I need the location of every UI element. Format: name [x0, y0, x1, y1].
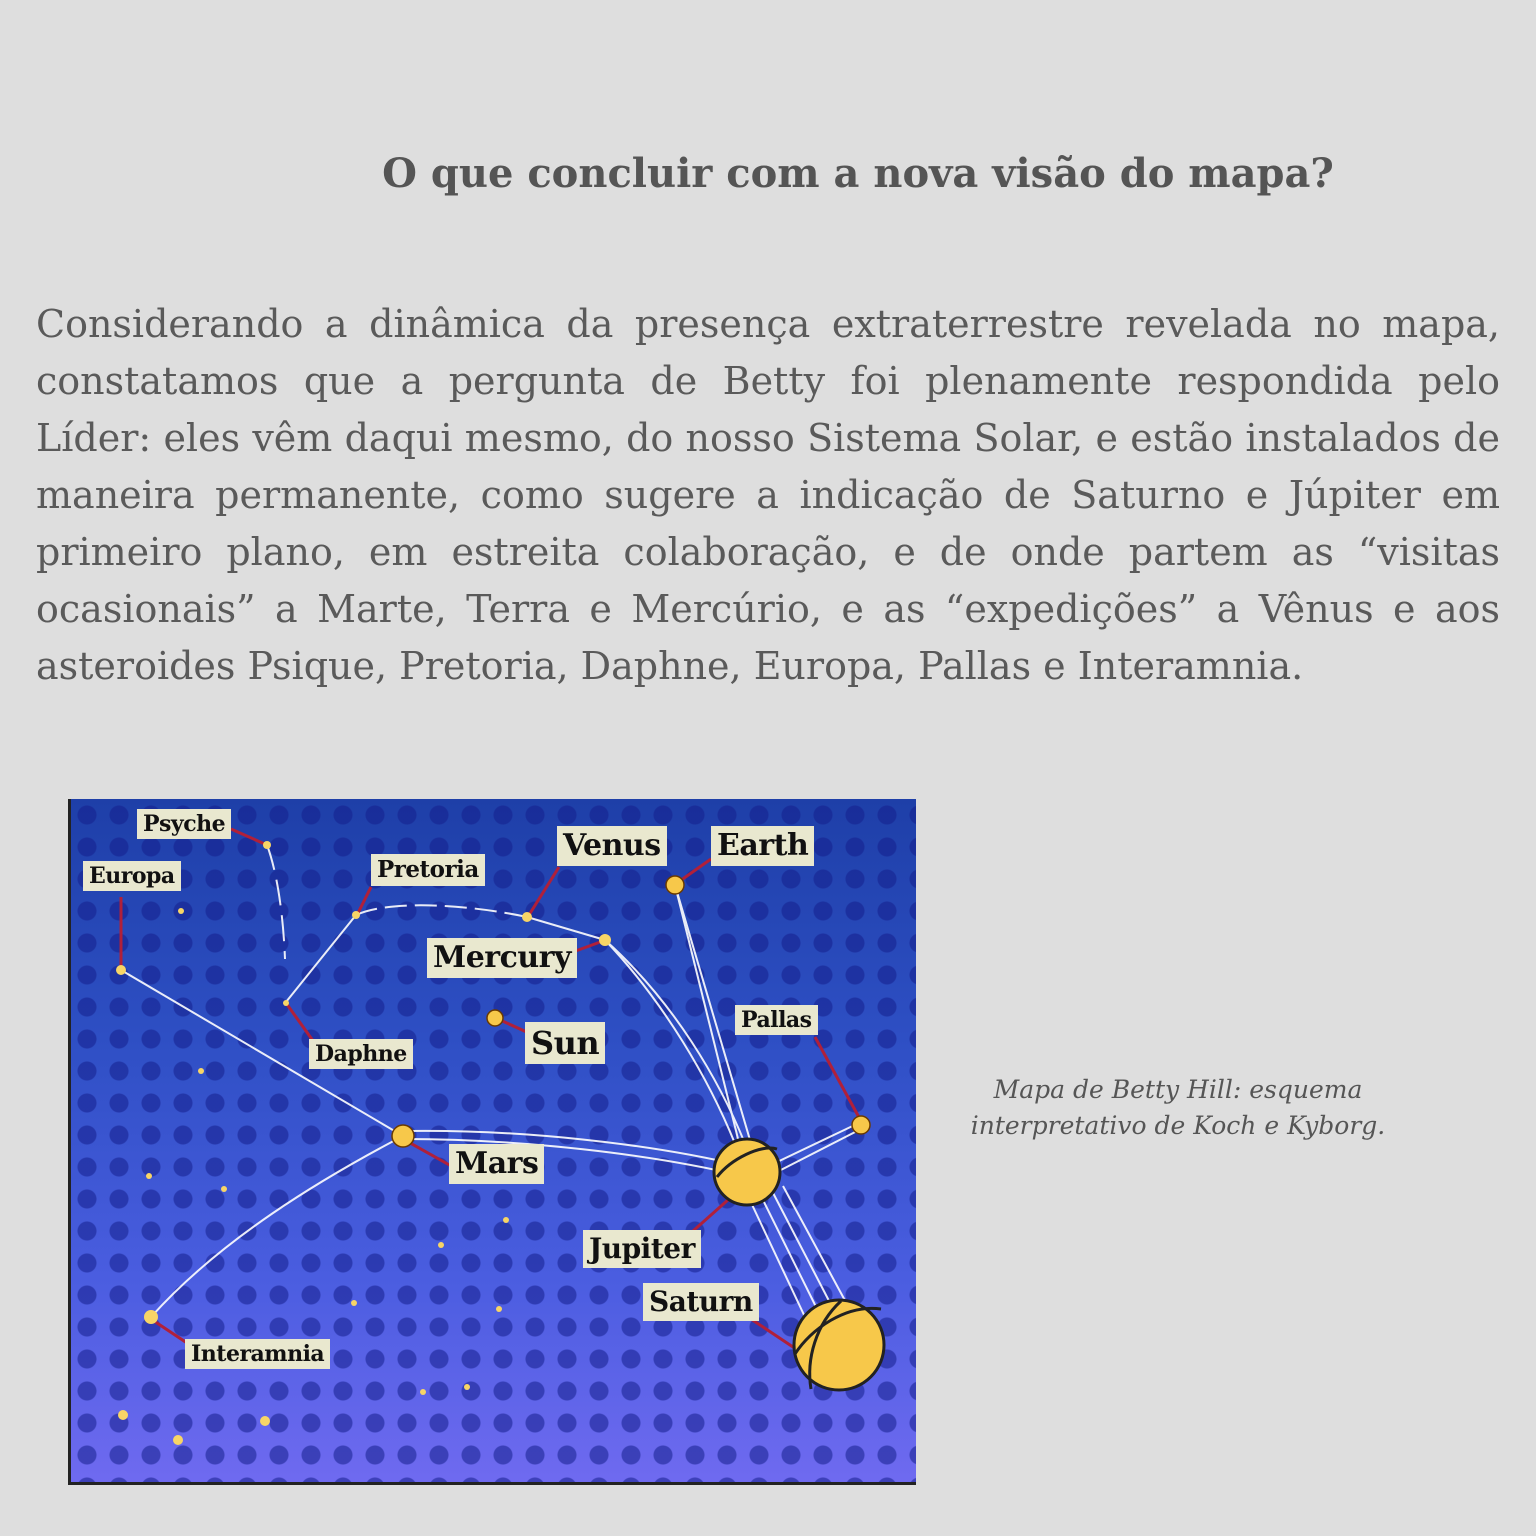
label-mercury: Mercury [427, 938, 577, 978]
earth-planet [666, 876, 684, 894]
betty-hill-star-map [68, 799, 916, 1485]
label-interamnia: Interamnia [185, 1339, 330, 1369]
label-pretoria: Pretoria [371, 854, 485, 886]
label-connectors [121, 829, 861, 1359]
route-mercury-jupiter-2 [605, 940, 751, 1159]
figure-caption: Mapa de Betty Hill: esquema interpretativo de Koch e Kyborg. [970, 1075, 1386, 1140]
label-pallas: Pallas [735, 1005, 818, 1035]
label-mars: Mars [449, 1144, 544, 1184]
label-europa: Europa [83, 861, 181, 891]
label-daphne: Daphne [309, 1039, 413, 1069]
route-venus-mercury [527, 917, 605, 940]
mars-planet [392, 1125, 414, 1147]
label-earth: Earth [711, 826, 814, 866]
label-saturn: Saturn [643, 1283, 759, 1321]
page-title: O que concluir com a nova visão do mapa? [382, 150, 1334, 197]
sun-body [487, 1010, 503, 1026]
star-map-svg [71, 799, 916, 1485]
route-mars-interamnia [151, 1136, 403, 1317]
route-jupiter-pallas-1 [775, 1122, 861, 1163]
route-lines [121, 845, 861, 1334]
saturn-planet [794, 1300, 884, 1390]
label-jupiter: Jupiter [583, 1230, 701, 1268]
route-daphne-pretoria [286, 915, 356, 1002]
body-paragraph: Considerando a dinâmica da presença extraterrestre revelada no mapa, constatamos que a pergunta de Betty foi plenamente respondida pelo Líder: eles vêm daqui mesmo, do nosso Sistema Solar, e estão instalados de maneira permanente, como sugere a indicação de Saturno e Júpiter em primeiro plano, em estreita colaboração, e de onde partem as “visitas ocasionais” a Marte, Terra e Mercúrio, e as “expedições” a Vênus e aos asteroides Psique, Pretoria, Daphne, Europa, Pallas e Interamnia. [36, 302, 1500, 688]
route-pretoria-venus [356, 905, 527, 917]
label-venus: Venus [557, 826, 667, 866]
route-jupiter-pallas-2 [775, 1129, 861, 1173]
route-psyche-daphne [267, 845, 285, 959]
label-psyche: Psyche [137, 809, 231, 839]
pallas-body [852, 1116, 870, 1134]
label-sun: Sun [525, 1022, 605, 1064]
route-mercury-jupiter-1 [605, 940, 741, 1159]
